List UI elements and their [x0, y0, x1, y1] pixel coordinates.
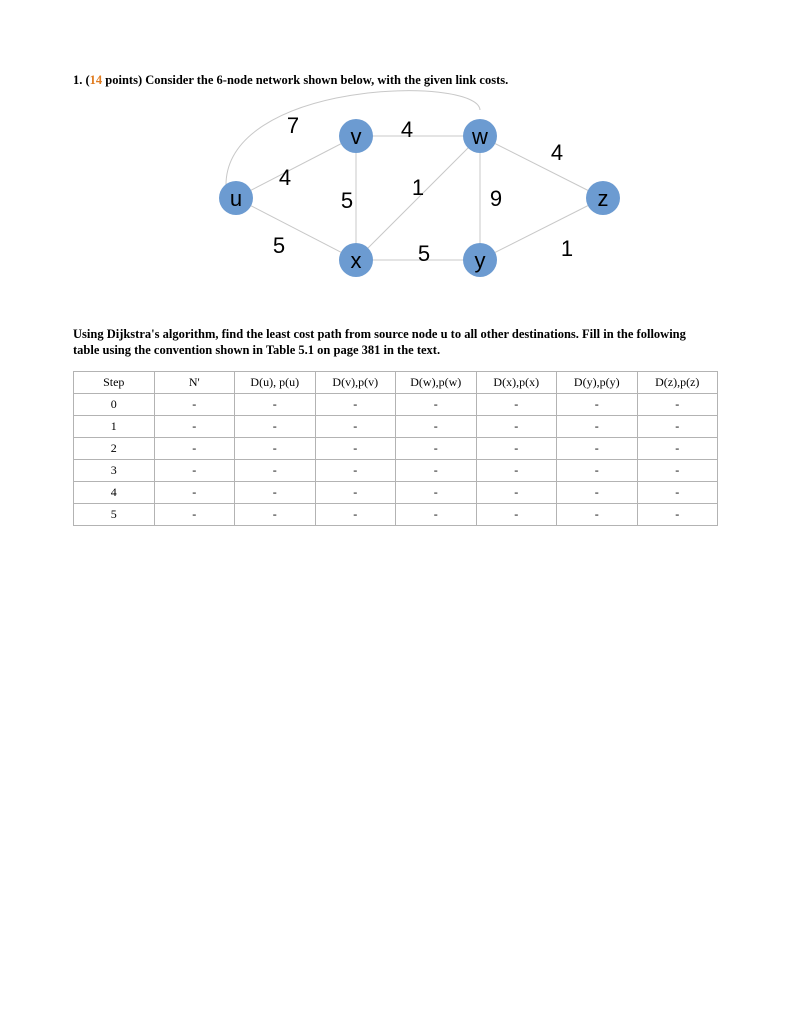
link-u-v — [236, 136, 356, 198]
table-cell: - — [476, 394, 557, 416]
table-cell: - — [476, 460, 557, 482]
node-v — [339, 119, 373, 153]
table-header-row — [74, 372, 718, 394]
table-cell: 4 — [74, 482, 155, 504]
cost-w-y: 9 — [489, 186, 503, 211]
table-cell: - — [154, 482, 235, 504]
table-cell: - — [557, 460, 638, 482]
table-cell: - — [637, 438, 718, 460]
node-u-label: u — [229, 186, 243, 211]
node-x-label: x — [350, 248, 362, 273]
cost-w-z: 4 — [550, 140, 564, 165]
header-n-prime: N' — [154, 372, 235, 394]
table-row — [74, 460, 718, 482]
table-cell: - — [315, 394, 396, 416]
points-open: ( — [85, 73, 90, 87]
table-row — [74, 482, 718, 504]
table-cell: - — [637, 482, 718, 504]
table-cell: - — [235, 438, 316, 460]
cost-u-v: 4 — [278, 165, 292, 190]
table-cell: - — [476, 504, 557, 526]
table-cell: - — [235, 504, 316, 526]
cost-u-w: 7 — [286, 113, 300, 138]
table-row — [74, 416, 718, 438]
link-u-x — [236, 198, 356, 260]
table-cell: - — [557, 482, 638, 504]
table-cell: - — [315, 482, 396, 504]
header-dw: D(w),p(w) — [396, 372, 477, 394]
table-cell: - — [557, 504, 638, 526]
instructions-line-1: Using Dijkstra's algorithm, find the least cost path from source node u to all other destinations. Fill in the following — [73, 327, 686, 341]
instructions — [73, 327, 723, 358]
header-du: D(u), p(u) — [235, 372, 316, 394]
node-z-label: z — [597, 186, 609, 211]
table-cell: - — [637, 504, 718, 526]
question-text: Consider the 6-node network shown below, with the given link costs. — [145, 73, 509, 87]
table-cell: - — [396, 482, 477, 504]
table-cell: - — [557, 416, 638, 438]
table-cell: - — [315, 460, 396, 482]
table-cell: - — [154, 438, 235, 460]
points-value: 14 — [89, 73, 103, 87]
header-step: Step — [74, 372, 155, 394]
header-dy: D(y),p(y) — [557, 372, 638, 394]
table-cell: - — [396, 394, 477, 416]
table-cell: - — [315, 438, 396, 460]
table-row — [74, 394, 718, 416]
table-cell: - — [154, 504, 235, 526]
table-cell: - — [396, 438, 477, 460]
table-cell: - — [396, 504, 477, 526]
header-dz: D(z),p(z) — [637, 372, 718, 394]
table-cell: 3 — [74, 460, 155, 482]
question-number: 1. — [73, 73, 83, 87]
header-dx: D(x),p(x) — [476, 372, 557, 394]
cost-w-x: 1 — [411, 175, 425, 200]
table-cell: - — [637, 394, 718, 416]
node-u — [219, 181, 253, 215]
table-cell: - — [235, 394, 316, 416]
table-cell: - — [476, 416, 557, 438]
table-cell: - — [557, 438, 638, 460]
node-y — [463, 243, 497, 277]
table-cell: 2 — [74, 438, 155, 460]
node-w — [463, 119, 497, 153]
instructions-line-2: table using the convention shown in Table 5.1 on page 381 in the text. — [73, 342, 441, 357]
node-y-label: y — [474, 248, 486, 273]
table-cell: - — [315, 416, 396, 438]
node-z — [586, 181, 620, 215]
table-cell: - — [235, 416, 316, 438]
table-cell: - — [154, 460, 235, 482]
table-cell: - — [235, 482, 316, 504]
cost-u-x: 5 — [272, 233, 286, 258]
table-cell: - — [154, 416, 235, 438]
node-x — [339, 243, 373, 277]
table-cell: - — [154, 394, 235, 416]
node-w-label: w — [472, 124, 488, 149]
table-cell: - — [557, 394, 638, 416]
header-dv: D(v),p(v) — [315, 372, 396, 394]
table-cell: - — [476, 482, 557, 504]
table-cell: 0 — [74, 394, 155, 416]
table-cell: - — [637, 416, 718, 438]
dijkstra-table — [73, 371, 718, 526]
table-cell: - — [637, 460, 718, 482]
cost-x-y: 5 — [417, 241, 431, 266]
points-suffix: points) — [105, 73, 143, 87]
table-cell: - — [315, 504, 396, 526]
table-cell: - — [235, 460, 316, 482]
table-cell: - — [476, 438, 557, 460]
table-cell: - — [396, 460, 477, 482]
table-row — [74, 504, 718, 526]
table-cell: - — [396, 416, 477, 438]
node-v-label: v — [350, 124, 362, 149]
table-cell: 5 — [74, 504, 155, 526]
table-cell: 1 — [74, 416, 155, 438]
table-row — [74, 438, 718, 460]
network-diagram — [0, 0, 792, 300]
cost-v-x: 5 — [340, 188, 354, 213]
cost-y-z: 1 — [560, 236, 574, 261]
cost-v-w: 4 — [400, 117, 414, 142]
